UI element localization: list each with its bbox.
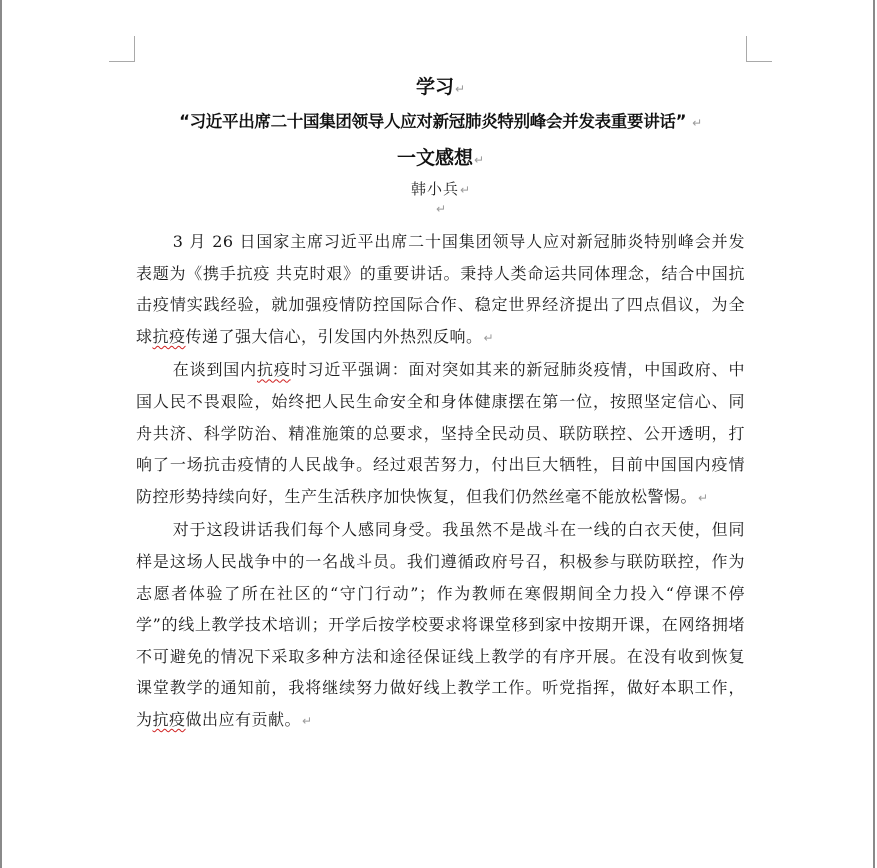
spellcheck-flagged-word[interactable]: 抗疫 xyxy=(152,326,186,346)
title-line-1-text: 学习 xyxy=(415,76,454,98)
author-line[interactable] xyxy=(2,178,877,199)
spellcheck-flagged-word[interactable]: 抗疫 xyxy=(257,360,291,380)
paragraph-mark-icon: ↵ xyxy=(435,202,447,216)
title-line-3[interactable] xyxy=(2,143,877,170)
paragraph-text: 对于这段讲话我们每个人感同身受。我虽然不是战斗在一线的白衣天使，但同样是这场人民战争中的一名战斗员。我们遵循政府号召，积极参与联防联控，作为志愿者体验了所在社区的“守门行动”；作为教师在寒假期间全力投入“停课不停学”的线上教学技术培训；开学后按学校要求将课堂移到家中按期开课，在网络拥堵不可避免的情况下采取多种方法和途径保证线上教学的有序开展。在没有收到恢复课堂教学的通知前，我将继续努力做好线上教学工作。听党指挥，做好本职工作，为 xyxy=(136,520,745,729)
paragraph-mark-icon: ↵ xyxy=(473,153,485,167)
paragraph-mark-icon: ↵ xyxy=(302,713,313,728)
paragraph-mark-icon: ↵ xyxy=(483,330,495,345)
title-line-3-text: 一文感想 xyxy=(396,147,473,169)
empty-paragraph[interactable] xyxy=(2,202,877,216)
paragraph-text: 在谈到国内 xyxy=(172,360,257,380)
paragraph-text: 传递了强大信心，引发国内外热烈反响。 xyxy=(185,326,483,346)
body-paragraph-1[interactable] xyxy=(136,226,745,354)
paragraph-mark-icon: ↵ xyxy=(459,183,471,197)
paragraph-mark-icon: ↵ xyxy=(454,82,466,96)
document-body[interactable] xyxy=(136,226,745,738)
author-name: 韩小兵 xyxy=(410,180,459,198)
crop-mark-top-right xyxy=(746,36,772,62)
paragraph-text: 做出应有贡献。 xyxy=(185,709,302,729)
crop-mark-top-left xyxy=(109,36,135,62)
paragraph-mark-icon: ↵ xyxy=(698,490,709,505)
title-line-2-text: “习近平出席二十国集团领导人应对新冠肺炎特别峰会并发表重要讲话” xyxy=(179,112,687,131)
paragraph-mark-icon: ↵ xyxy=(692,116,702,130)
title-line-2[interactable] xyxy=(2,108,877,132)
body-paragraph-2[interactable] xyxy=(136,354,745,514)
spellcheck-flagged-word[interactable]: 抗疫 xyxy=(152,709,186,729)
paragraph-text: 3 月 26 日国家主席习近平出席二十国集团领导人应对新冠肺炎特别峰会并发表题为《携手抗疫 共克时艰》的重要讲话。秉持人类命运共同体理念，结合中国抗击疫情实践经验，就加强疫情防控国际合作、稳定世界经济提出了四点倡议，为全球 xyxy=(136,232,745,346)
title-line-1[interactable] xyxy=(2,72,877,99)
paragraph-text: 时习近平强调：面对突如其来的新冠肺炎疫情，中国政府、中国人民不畏艰险，始终把人民生命安全和身体健康摆在第一位，按照坚定信心、同舟共济、科学防治、精准施策的总要求，坚持全民动员、联防联控、公开透明，打响了一场抗击疫情的人民战争。经过艰苦努力，付出巨大牺牲，目前中国国内疫情防控形势持续向好，生产生活秩序加快恢复，但我们仍然丝毫不能放松警惕。 xyxy=(136,360,745,506)
body-paragraph-3[interactable] xyxy=(136,514,745,737)
